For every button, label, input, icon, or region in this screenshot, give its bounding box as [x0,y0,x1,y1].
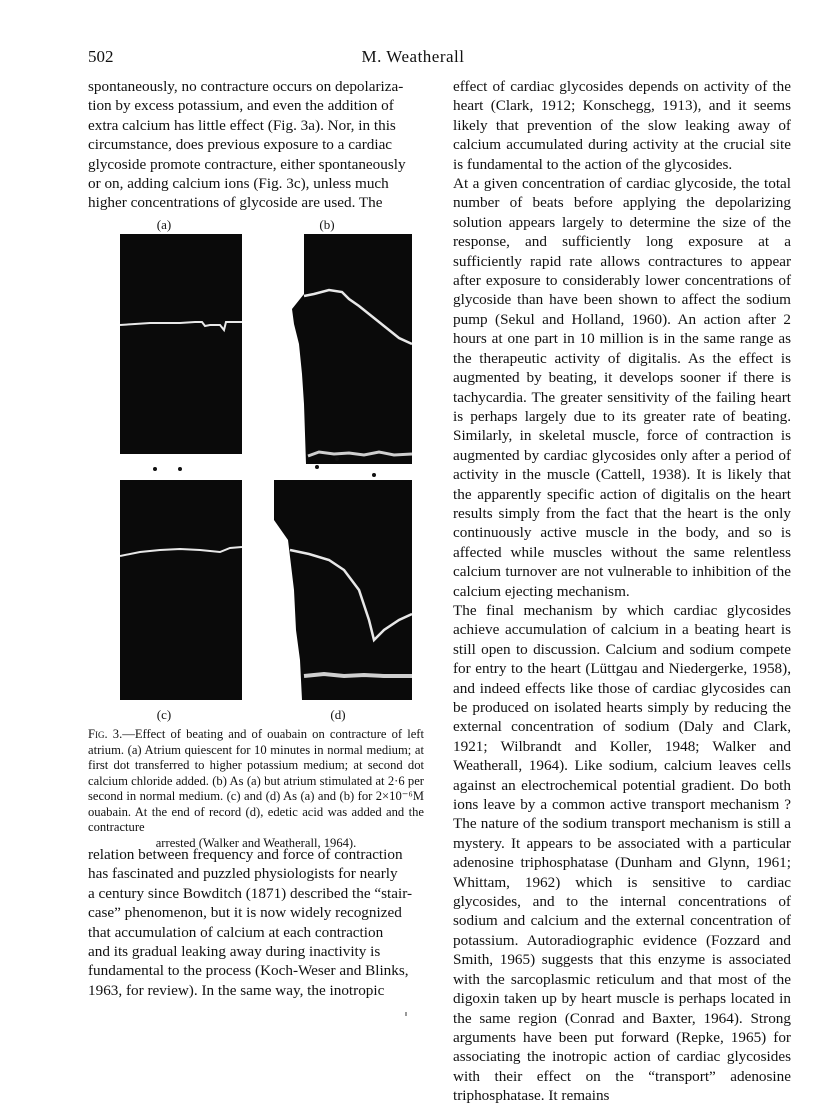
marker-dot [178,467,182,471]
panel-b-record [274,234,412,464]
marker-dot [153,467,157,471]
text-line: that accumulation of calcium at each contraction [88,923,384,941]
running-head: M. Weatherall [361,47,465,66]
panel-label-b: (b) [319,217,335,232]
panel-c-record [120,480,242,700]
text-line: 1963, for review). In the same way, the inotropic [88,981,385,999]
text-line: fundamental to the process (Koch-Weser and Blinks, [88,962,409,980]
caption-last-line: arrested (Walker and Weatherall, 1964). [155,835,357,850]
panel-label-a: (a) [156,217,172,232]
marker-dot [335,457,339,461]
caption-label: Fig. 3. [88,727,123,741]
left-column-bottom [88,845,424,1000]
text-line: higher concentrations of glycoside are used. The [88,194,383,212]
text-line: relation between frequency and force of contraction [88,846,403,863]
text-line: or on, adding calcium ions (Fig. 3c), unless much [88,175,389,193]
figure-caption [88,727,424,851]
text-line: tion by excess potassium, and even the addition of [88,97,394,115]
figure-3 [120,217,420,722]
left-column-top [88,77,424,213]
page-number: 502 [88,47,114,66]
panel-label-d: (d) [330,707,346,722]
marker-dot [315,465,319,469]
scan-mark [405,1012,407,1016]
paragraph: effect of cardiac glycosides depends on activity of the heart (Clark, 1912; Konschegg, 1913), and it seems likely that prevention of the slow leaking away of calcium accumulated during activity at the crucial site is fundamental to the action of the glycosides. [453,78,791,173]
text-line: glycoside promote contracture, either spontaneously [88,155,406,173]
text-line: circumstance, does previous exposure to a cardiac [88,136,393,154]
paragraph: At a given concentration of cardiac glycoside, the total number of beats before applying the depolarizing solution appears largely to determine the size of the response, and sufficiently long exposure at a sufficiently rapid rate allows contractures to appear after exposure to considerably lower concentrations of glycoside than have been shown to affect the sodium pump (Sekul and Holland, 1960). An action after 2 hours at one part in 10 million is in the same range as the therapeutic activity of digitalis. As the effect is augmented by beating, it develops sooner if there is tachycardia. The greater sensitivity of the failing heart is perhaps largely due to its greater rate of beating. Similarly, in skeletal muscle, force of contraction is augmented by cardiac glycosides only after a period of activity in the muscle (Cattell, 1938). It is likely that the apparently specific action of digitalis on the heart results simply from the fact that the heart is the only continuously active muscle in the body, and so is affected while muscles without the same relentless calcium turnover are not vulnerable to inhibition of the calcium ejecting mechanism. [453,175,791,600]
panel-label-c: (c) [156,707,172,722]
text-line: and its gradual leaking away during inactivity is [88,943,381,961]
text-line: has fascinated and puzzled physiologists for nearly [88,865,398,883]
text-line: spontaneously, no contracture occurs on depolariza- [88,78,404,95]
panel-d-record [274,480,412,700]
text-line: extra calcium has little effect (Fig. 3a). Nor, in this [88,116,396,134]
right-column [453,77,791,1106]
text-line: a century since Bowditch (1871) described the “stair- [88,884,413,902]
panel-a-record [120,234,242,454]
paragraph: The final mechanism by which cardiac glycosides achieve accumulation of calcium in a beating heart is still open to discussion. Calcium and sodium compete for entry to the heart (Lüttgau and Niedergerke, 1958), and indeed effects like those of cardiac glycosides can be produced on isolated hearts simply by reducing the external concentration of sodium (Daly and Clark, 1921; Wilbrandt and Koller, 1948; Walker and Weatherall, 1964). Like sodium, calcium leaves cells against an electrochemical potential gradient. Do both ions leave by a common active transport mechanism ? The nature of the sodium transport mechanism is still a mystery. It appears to be associated with a particular adenosine triphosphatase (Dunham and Glynn, 1961; Whittam, 1962) which is sensitive to cardiac glycosides, and to the internal concentrations of sodium and calcium and the external concentration of potassium. Autoradiographic evidence (Fozzard and Smith, 1965) suggests that this enzyme is associated with the sarcoplasmic reticulum and that most of the digoxin taken up by heart muscle is perhaps located in the same region (Conrad and Baxter, 1964). Strong arguments have been put forward (Repke, 1965) for associating the inotropic action of cardiac glycosides with their effect on the “transport” adenosine triphosphatase. It remains [453,601,791,1105]
text-line: case” phenomenon, but it is now widely recognized [88,904,402,922]
caption-text: —Effect of beating and of ouabain on contracture of left atrium. (a) Atrium quiescent for 10 minutes in normal medium; at first dot transferred to higher potassium medium; at second dot calcium chloride added. (b) As (a) but atrium stimulated at 2·6 per second in normal medium. (c) and (d) As (a) and (b) for 2×10⁻⁶M ouabain. At the end of record (d), edetic acid was added and the contracture [88,727,424,834]
marker-dot [372,473,376,477]
page-header [88,47,738,71]
